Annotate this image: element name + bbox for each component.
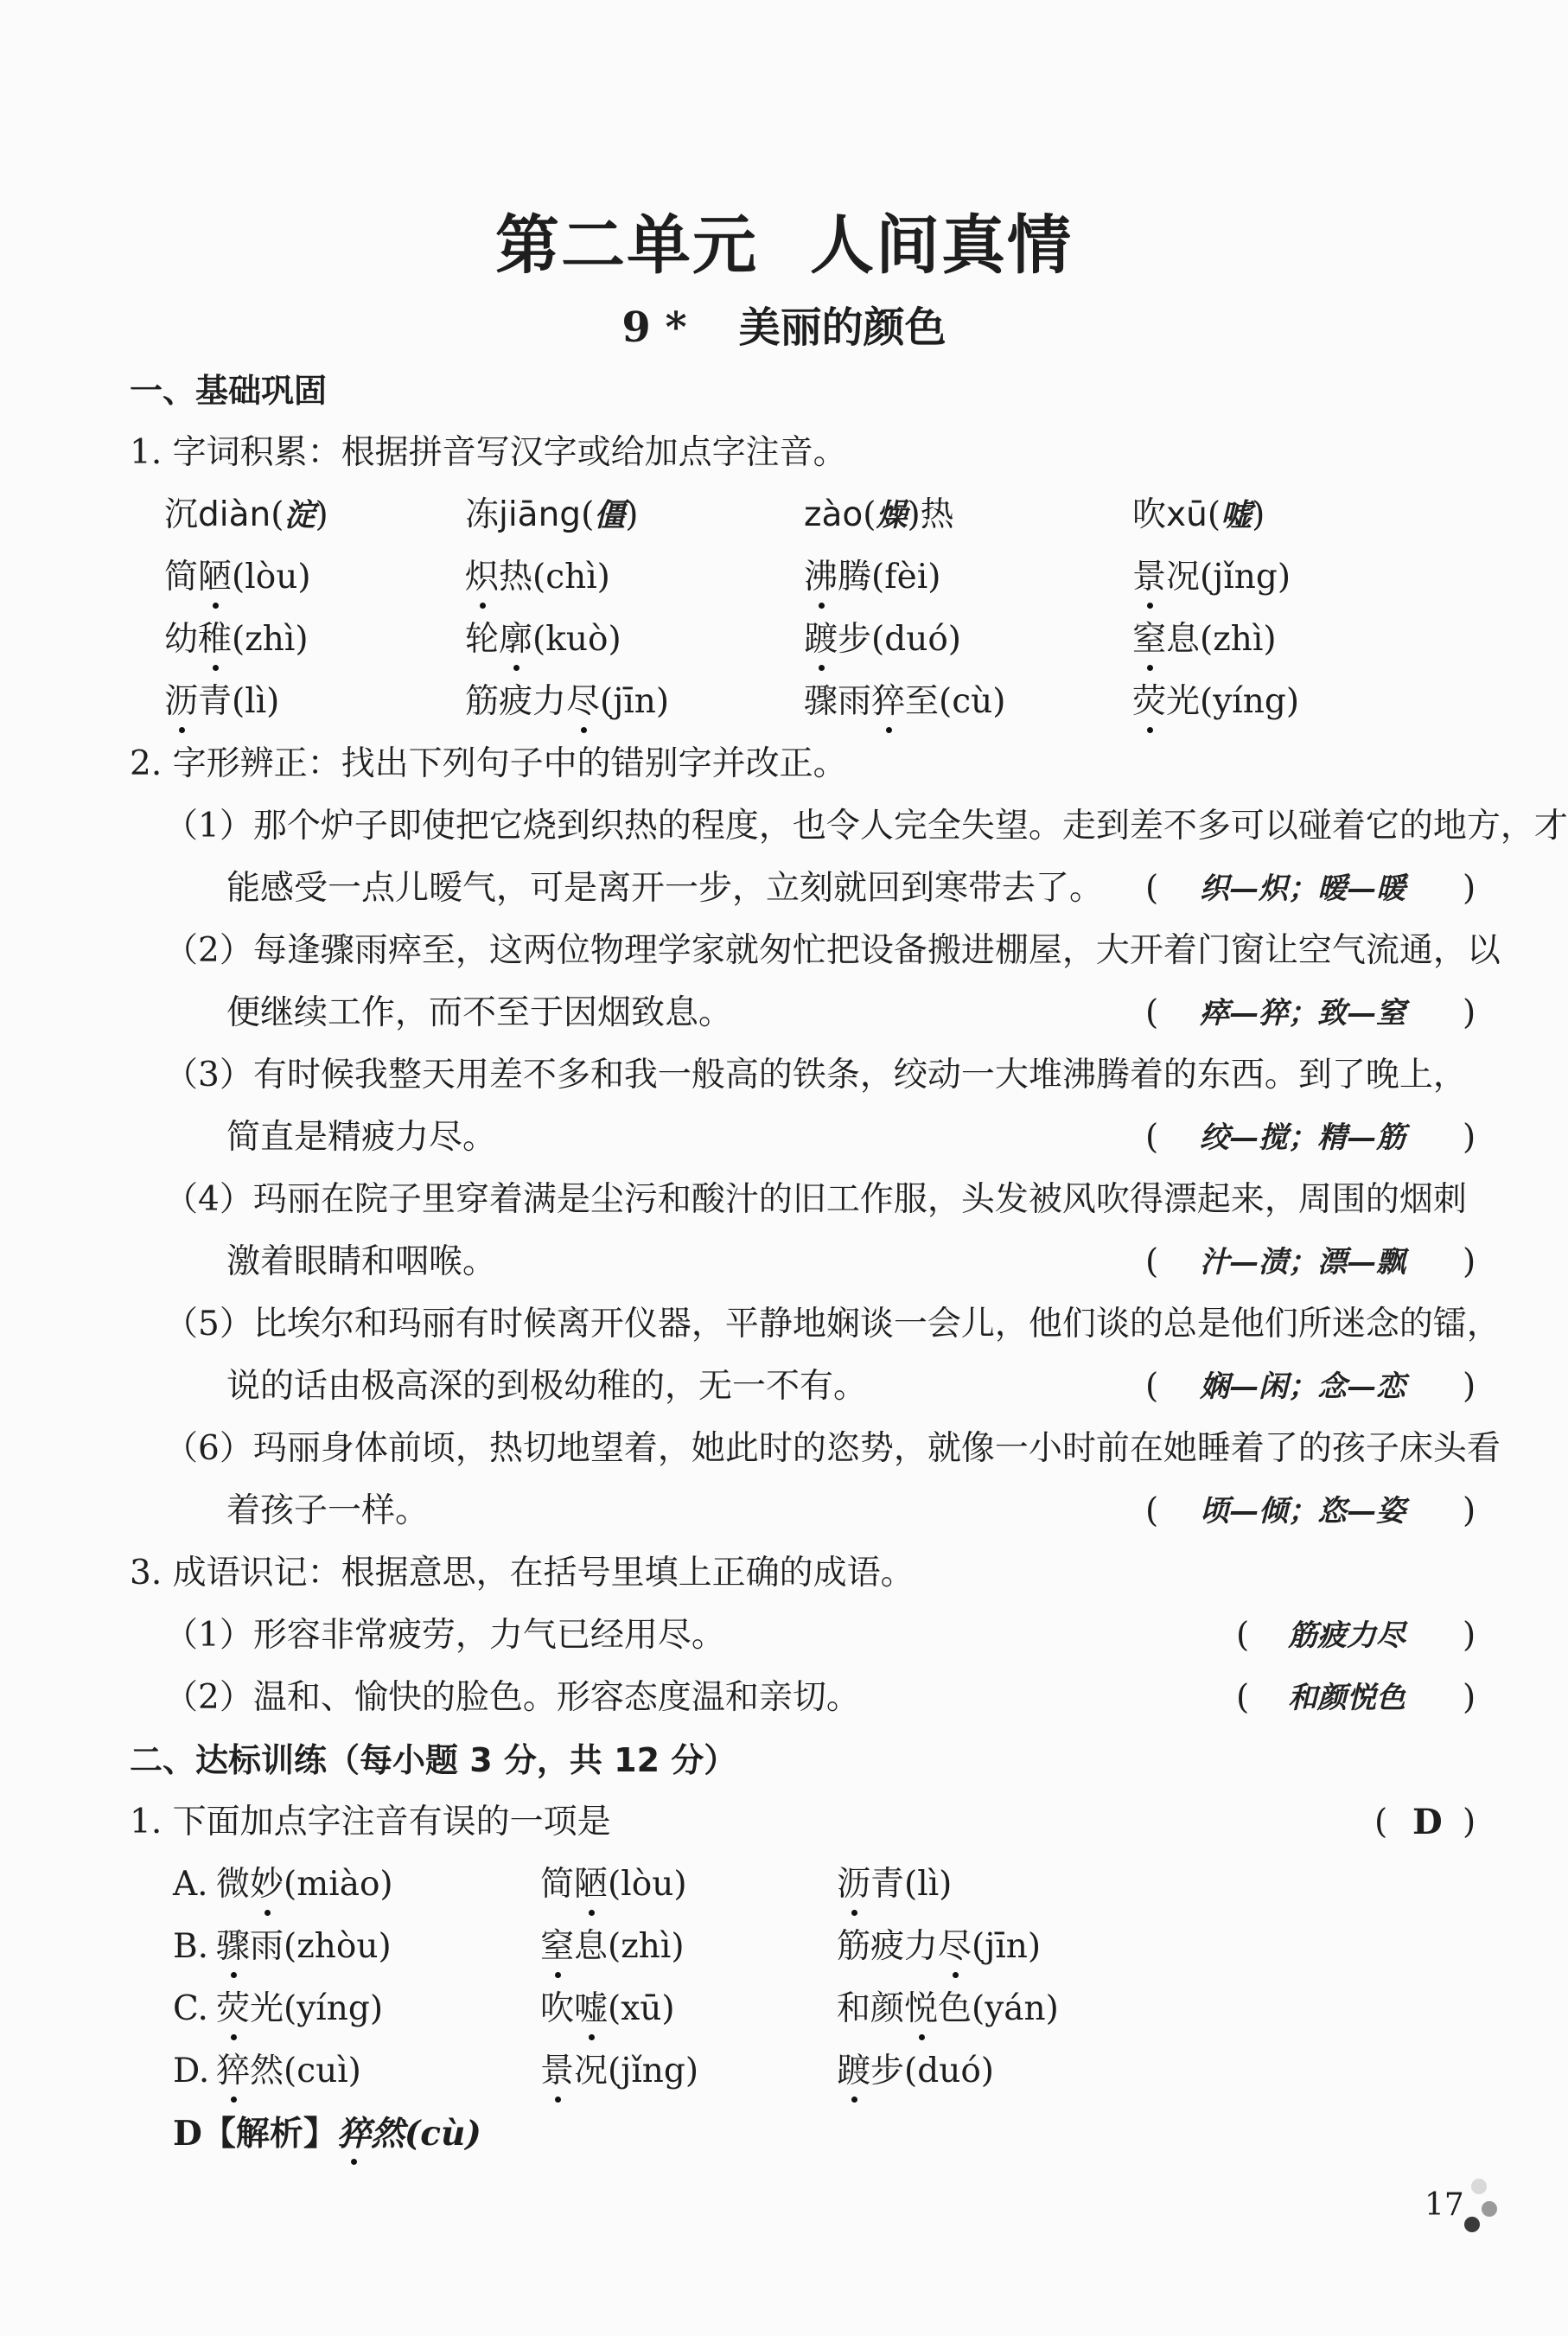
q2-item-line: 着孩子一样。: [226, 1491, 430, 1530]
q3-item: （1）形容非常疲劳，力气已经用尽。: [164, 1616, 725, 1655]
vocab-item: 轮廓(kuò): [465, 620, 621, 659]
q2-item-line: 简直是精疲力尽。: [226, 1118, 497, 1157]
choice-answer: D: [1412, 1802, 1443, 1842]
answer-bracket-close: ): [1463, 869, 1476, 908]
option-word: 和颜悦色(yán): [837, 1989, 1059, 2028]
vocab-item: 窒息(zhì): [1132, 620, 1277, 659]
vocab-item: 吹xū(嘘): [1132, 495, 1265, 534]
option-label: C.: [173, 1989, 208, 2028]
vocab-item: 冻jiāng(僵): [465, 495, 639, 534]
vocab-item: zào(燥)热: [804, 495, 954, 534]
question-stem: 1. 字词积累：根据拼音写汉字或给加点字注音。: [130, 433, 847, 472]
answer-text: 汁—渍；漂—飘: [1200, 1245, 1405, 1280]
analysis: D【解析】猝然(cù): [173, 2114, 481, 2154]
vocab-item: 景况(jǐng): [1132, 558, 1291, 597]
answer-bracket-open: (: [1145, 1242, 1159, 1281]
option-word: 微妙(miào): [216, 1865, 393, 1904]
q2-item-line: （2）每逢骤雨瘁至，这两位物理学家就匆忙把设备搬进棚屋，大开着门窗让空气流通，以: [164, 931, 1501, 970]
lesson-title: 9 * 美丽的颜色: [621, 303, 947, 352]
option-word: 沥青(lì): [837, 1865, 953, 1904]
q2-item-line: （4）玛丽在院子里穿着满是尘污和酸汁的旧工作服，头发被风吹得漂起来，周围的烟刺: [164, 1180, 1467, 1219]
decor-hex-icon: [1464, 2217, 1480, 2232]
option-word: 筋疲力尽(jīn): [837, 1927, 1042, 1966]
answer-bracket-open: (: [1145, 993, 1159, 1032]
answer-bracket-close: ): [1463, 1118, 1476, 1157]
answer-bracket-open: (: [1145, 869, 1159, 908]
vocab-item: 筋疲力尽(jīn): [465, 682, 670, 721]
answer-bracket-open: (: [1236, 1678, 1250, 1717]
answer-bracket-close: ): [1463, 1616, 1476, 1655]
decor-hex-icon: [1482, 2201, 1497, 2217]
option-word: 骤雨(zhòu): [216, 1927, 392, 1966]
answer-text: 和颜悦色: [1288, 1681, 1405, 1715]
option-label: D.: [173, 2052, 210, 2090]
vocab-item: 沸腾(fèi): [804, 558, 941, 597]
answer-bracket-open: (: [1145, 1118, 1159, 1157]
q2-item-line: 能感受一点儿暧气，可是离开一步，立刻就回到寒带去了。: [226, 869, 1104, 908]
option-word: 景况(jǐng): [540, 2052, 699, 2090]
answer-text: 顷—倾；恣—姿: [1200, 1494, 1405, 1529]
answer-bracket-open: (: [1374, 1803, 1388, 1841]
option-word: 踱步(duó): [837, 2052, 995, 2090]
vocab-item: 沉diàn(淀): [164, 495, 328, 534]
q2-item-line: 便继续工作，而不至于因烟致息。: [226, 993, 733, 1032]
answer-text: 织—炽；暧—暖: [1200, 871, 1405, 906]
answer-text: 娴—闲；念—恋: [1200, 1369, 1405, 1404]
answer-bracket-close: ): [1463, 993, 1476, 1032]
vocab-item: 幼稚(zhì): [164, 620, 309, 659]
answer-text: 筋疲力尽: [1288, 1618, 1405, 1653]
vocab-item: 简陋(lòu): [164, 558, 311, 597]
decor-hex-icon: [1471, 2179, 1487, 2194]
vocab-item: 踱步(duó): [804, 620, 962, 659]
option-word: 简陋(lòu): [540, 1865, 687, 1904]
q3-item: （2）温和、愉快的脸色。形容态度温和亲切。: [164, 1678, 860, 1717]
answer-bracket-open: (: [1236, 1616, 1250, 1655]
option-label: A.: [173, 1865, 208, 1904]
vocab-item: 荧光(yíng): [1132, 682, 1300, 721]
unit-title: 第二单元 人间真情: [495, 208, 1073, 283]
option-word: 窒息(zhì): [540, 1927, 685, 1966]
option-label: B.: [173, 1927, 209, 1966]
q2-item-line: （5）比埃尔和玛丽有时候离开仪器，平静地娴谈一会儿，他们谈的总是他们所迷念的镭，: [164, 1305, 1501, 1344]
q2-item-line: 激着眼睛和咽喉。: [226, 1242, 497, 1281]
q2-item-line: （1）那个炉子即使把它烧到织热的程度，也令人完全失望。走到差不多可以碰着它的地方，才: [164, 807, 1568, 846]
vocab-item: 炽热(chì): [465, 558, 610, 597]
answer-text: 瘁—猝；致—窒: [1200, 996, 1405, 1031]
answer-bracket-close: ): [1463, 1367, 1476, 1406]
answer-bracket-open: (: [1145, 1491, 1159, 1530]
section-heading-training: 二、达标训练（每小题 3 分，共 12 分）: [130, 1741, 737, 1779]
question-stem: 3. 成语识记：根据意思，在括号里填上正确的成语。: [130, 1554, 915, 1592]
q2-item-line: （3）有时候我整天用差不多和我一般高的铁条，绞动一大堆沸腾着的东西。到了晚上，: [164, 1056, 1467, 1095]
answer-bracket-close: ): [1463, 1803, 1476, 1841]
answer-bracket-close: ): [1463, 1242, 1476, 1281]
vocab-item: 骤雨猝至(cù): [804, 682, 1006, 721]
option-word: 吹嘘(xū): [540, 1989, 675, 2028]
question-stem: 1. 下面加点字注音有误的一项是: [130, 1803, 611, 1841]
option-word: 荧光(yíng): [216, 1989, 384, 2028]
answer-text: 绞—搅；精—筋: [1200, 1120, 1405, 1155]
section-heading-basic: 一、基础巩固: [130, 372, 328, 410]
vocab-item: 沥青(lì): [164, 682, 280, 721]
q2-item-line: 说的话由极高深的到极幼稚的，无一不有。: [226, 1367, 868, 1406]
page-number: 17: [1425, 2187, 1464, 2223]
answer-bracket-open: (: [1145, 1367, 1159, 1406]
answer-bracket-close: ): [1463, 1491, 1476, 1530]
answer-bracket-close: ): [1463, 1678, 1476, 1717]
q2-item-line: （6）玛丽身体前顷，热切地望着，她此时的恣势，就像一小时前在她睡着了的孩子床头看: [164, 1429, 1501, 1468]
option-word: 猝然(cuì): [216, 2052, 361, 2090]
question-stem: 2. 字形辨正：找出下列句子中的错别字并改正。: [130, 744, 847, 783]
